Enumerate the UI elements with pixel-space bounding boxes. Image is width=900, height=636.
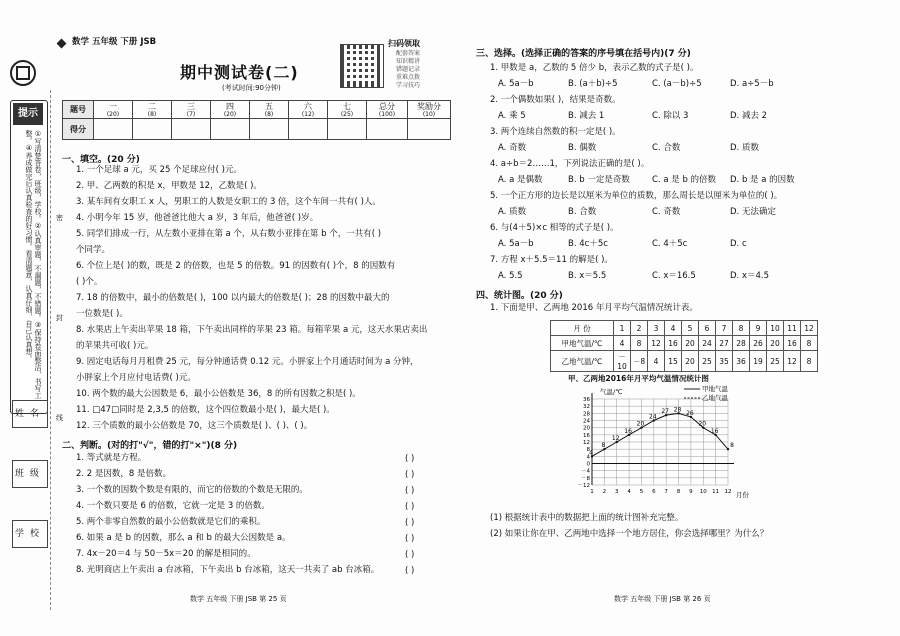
scan-item: 配套答案 xyxy=(396,50,421,57)
s2-answer-paren[interactable]: ( ) xyxy=(405,486,415,496)
score-cell[interactable] xyxy=(250,119,289,140)
score-col: 七 (25) xyxy=(328,101,367,119)
temp-month: 4 xyxy=(665,321,682,336)
series-marker-icon xyxy=(57,39,67,49)
temp-cell: 8 xyxy=(801,336,818,351)
temp-cell: 12 xyxy=(648,336,665,351)
temp-cell: 15 xyxy=(665,351,682,372)
s3-option[interactable]: A. 5.5 xyxy=(498,271,523,281)
temp-header-row xyxy=(551,321,818,336)
temp-cell: 20 xyxy=(767,336,784,351)
s3-option[interactable]: C. a 是 b 的倍数 xyxy=(652,175,717,185)
x-tick-label: 11 xyxy=(712,489,720,495)
temp-month: 10 xyxy=(767,321,784,336)
y-tick-label: 36 xyxy=(583,397,590,403)
s1-item: 的苹果共可收( )元。 xyxy=(76,341,154,351)
temp-cell: 26 xyxy=(750,336,767,351)
s3-option[interactable]: B. b 一定是奇数 xyxy=(568,175,630,185)
score-col: 总分 (100) xyxy=(367,101,408,119)
temp-header-label: 月 份 xyxy=(551,321,614,336)
s3-question: 2. 一个偶数如果( )，结果是奇数。 xyxy=(490,95,621,105)
s2-item: 4. 一个数只要是 6 的倍数，它就一定是 3 的倍数。 xyxy=(76,501,270,511)
s1-item: 1. 一个足球 a 元，买 25 个足球应付( )元。 xyxy=(76,165,242,175)
data-label: 16 xyxy=(710,427,719,435)
temp-cell: 24 xyxy=(699,336,716,351)
s2-answer-paren[interactable]: ( ) xyxy=(405,534,415,544)
s2-answer-paren[interactable]: ( ) xyxy=(405,470,415,480)
s3-question: 4. a÷b＝2……1，下列说法正确的是( )。 xyxy=(490,159,650,169)
s3-option[interactable]: C. (a－b)÷5 xyxy=(652,79,702,89)
score-cell[interactable] xyxy=(133,119,172,140)
temp-cell: －8 xyxy=(631,351,648,372)
x-tick-label: 12 xyxy=(724,489,732,495)
tip-text: ①写清楚答卷，班级，学校。②认真审题，不漏题，不错题。③保持卷面整洁，书写工整。④养成做完后认真检查的好习惯。看清题意，认真仔细，自己认真想。 xyxy=(25,130,42,399)
legend-label-b: 乙地气温 xyxy=(702,394,728,402)
score-input-row xyxy=(63,119,451,140)
s3-option[interactable]: C. x＝16.5 xyxy=(652,271,696,281)
temp-month: 12 xyxy=(801,321,818,336)
s2-answer-paren[interactable]: ( ) xyxy=(405,550,415,560)
name-label: 姓名 xyxy=(12,400,48,428)
fold-mark-3: 线 xyxy=(56,414,63,422)
y-tick-label: 32 xyxy=(583,404,590,411)
s1-item: 小胖家上个月应付电话费( )元。 xyxy=(76,373,196,383)
score-cell[interactable] xyxy=(94,119,133,140)
x-tick-label: 3 xyxy=(614,489,619,495)
temp-month: 5 xyxy=(682,321,699,336)
s1-item: 一位数是( )。 xyxy=(76,309,128,319)
score-col: 四 (20) xyxy=(211,101,250,119)
temp-month: 2 xyxy=(631,321,648,336)
s3-option[interactable]: B. (a＋b)÷5 xyxy=(568,79,618,89)
s3-option[interactable]: C. 除以 3 xyxy=(652,111,689,121)
s2-item: 6. 如果 a 是 b 的因数，那么 a 和 b 的最大公因数是 a。 xyxy=(76,533,291,543)
s2-item: 7. 4x－20＝4 与 50－5x＝20 的解是相同的。 xyxy=(76,549,256,559)
x-tick-label: 5 xyxy=(639,489,644,495)
y-tick-label: 20 xyxy=(583,425,590,432)
exam-title: 期中测试卷(二) xyxy=(180,63,299,82)
chart-title: 甲、乙两地2016年月平均气温情况统计图 xyxy=(568,374,709,383)
s3-option[interactable]: D. 质数 xyxy=(730,143,759,153)
score-col: 五 (8) xyxy=(250,101,289,119)
s1-item: 4. 小明今年 15 岁，他爸爸比他大 a 岁，3 年后，他爸爸( )岁。 xyxy=(76,213,319,223)
section1-title: 一、填空。(20 分) xyxy=(62,155,140,165)
x-tick-label: 7 xyxy=(664,489,668,495)
y-tick-label: －8 xyxy=(581,475,590,482)
s1-item: 8. 水果店上午卖出苹果 18 箱，下午卖出同样的苹果 23 箱。每箱苹果 a 元，这天水果店卖出 xyxy=(76,325,428,335)
temp-month: 8 xyxy=(733,321,750,336)
score-col: 一 (20) xyxy=(94,101,133,119)
s3-question: 3. 两个连续自然数的积一定是( )。 xyxy=(490,127,621,137)
s1-item: 7. 18 的倍数中，最小的倍数是( )，100 以内最大的倍数是( )；28 的因数中最大的 xyxy=(76,293,390,303)
temp-cell: 27 xyxy=(716,336,733,351)
s3-option[interactable]: D. b 是 a 的因数 xyxy=(730,175,795,185)
s2-item: 5. 两个非零自然数的最小公倍数就是它们的乘积。 xyxy=(76,517,266,527)
s3-option[interactable]: C. 4＋5c xyxy=(652,239,688,249)
section2-title: 二、判断。(对的打"√"，错的打"×")(8 分) xyxy=(62,441,238,451)
s1-item: 10. 两个数的最大公因数是 6，最小公倍数是 36，8 的所有因数之积是( )。 xyxy=(76,389,361,399)
y-tick-label: 24 xyxy=(583,418,590,425)
y-tick-label: 16 xyxy=(583,432,590,439)
chart-x-ticks xyxy=(590,489,731,495)
s2-item: 8. 光明商店上午卖出 a 台冰箱，下午卖出 b 台冰箱，这天一共卖了 ab 台冰箱。 xyxy=(76,565,380,575)
temp-cell: 36 xyxy=(733,351,750,372)
series-point xyxy=(727,448,729,450)
score-cell[interactable] xyxy=(408,119,451,140)
footer-right: 数学 五年级 下册 JSB 第 26 页 xyxy=(614,595,711,603)
s3-option[interactable]: C. 奇数 xyxy=(652,207,681,217)
footer-left: 数学 五年级 下册 JSB 第 25 页 xyxy=(190,595,287,603)
temp-cell: 25 xyxy=(767,351,784,372)
x-tick-label: 10 xyxy=(699,489,707,495)
temp-row-b xyxy=(551,351,818,372)
temperature-line-chart xyxy=(560,385,770,505)
x-tick-label: 2 xyxy=(602,489,607,495)
s3-option[interactable]: D. x＝4.5 xyxy=(730,271,769,281)
score-row-label: 题号 xyxy=(63,101,94,119)
data-label: 8 xyxy=(730,442,734,450)
school-label: 学校 xyxy=(12,520,48,548)
temp-month: 1 xyxy=(614,321,631,336)
section4-intro: 1. 下面是甲、乙两地 2016 年月平均气温情况统计表。 xyxy=(490,303,698,313)
s3-option[interactable]: A. 5a－b xyxy=(498,79,534,89)
score-cell[interactable] xyxy=(367,119,408,140)
x-tick-label: 9 xyxy=(689,489,693,495)
s3-option[interactable]: B. 偶数 xyxy=(568,143,597,153)
temperature-table xyxy=(550,320,818,372)
temp-cell: 4 xyxy=(614,336,631,351)
s3-option[interactable]: B. x＝5.5 xyxy=(568,271,607,281)
x-tick-label: 1 xyxy=(590,489,594,495)
s3-question: 6. 与(4＋5)×c 相等的式子是( )。 xyxy=(490,223,619,233)
fold-mark-2: 封 xyxy=(56,314,63,322)
s3-option[interactable]: A. 5a－b xyxy=(498,239,534,249)
temp-cell: 4 xyxy=(648,351,665,372)
scan-item: 学习技巧 xyxy=(396,82,421,89)
scan-item: 重难点拨 xyxy=(396,74,421,81)
temp-cell: 16 xyxy=(784,336,801,351)
s1-item: 12. 三个质数的最小公倍数是 70，这三个质数是( )、( )、( )。 xyxy=(76,421,313,431)
temp-month: 3 xyxy=(648,321,665,336)
s2-item: 1. 等式就是方程。 xyxy=(76,453,147,463)
scan-item: 错题记录 xyxy=(396,66,421,73)
y-tick-label: 4 xyxy=(586,454,590,461)
temp-cell: 8 xyxy=(631,336,648,351)
s3-option[interactable]: A. a 是偶数 xyxy=(498,175,543,185)
section4-q2: (2) 如果让你在甲、乙两地中选择一个地方居住，你会选择哪里？为什么？ xyxy=(490,529,769,539)
y-tick-label: 12 xyxy=(583,440,590,446)
legend-label-a: 甲地气温 xyxy=(702,385,728,393)
s2-item: 2. 2 是因数，8 是倍数。 xyxy=(76,469,172,479)
class-label: 班级 xyxy=(12,460,48,488)
score-row-label: 得分 xyxy=(63,119,94,140)
score-table xyxy=(62,100,451,140)
data-label: 8 xyxy=(601,442,606,450)
s2-answer-paren[interactable]: ( ) xyxy=(405,502,415,512)
s3-question: 5. 一个正方形的边长是以厘米为单位的质数，那么周长是以厘米为单位的( )。 xyxy=(490,191,783,201)
data-label: 20 xyxy=(698,420,707,428)
s2-answer-paren[interactable]: ( ) xyxy=(405,454,415,464)
s3-option[interactable]: D. 减去 2 xyxy=(730,111,768,121)
s2-answer-paren[interactable]: ( ) xyxy=(405,518,415,528)
y-tick-label: －4 xyxy=(581,468,590,475)
temp-month: 6 xyxy=(699,321,716,336)
series-label: 数学 五年级 下册 JSB xyxy=(72,37,157,47)
y-tick-label: 28 xyxy=(583,411,590,418)
data-label: 20 xyxy=(636,420,645,428)
exam-time-note: (考试时间:90分钟) xyxy=(222,84,281,92)
s1-item: 5. 同学们排成一行，从左数小亚排在第 a 个，从右数小亚排在第 b 个，一共有( ) xyxy=(76,229,382,239)
temp-cell: 20 xyxy=(682,336,699,351)
scan-items xyxy=(396,50,420,90)
fold-line xyxy=(50,90,51,610)
s1-item: 3. 某车间有女职工 x 人，男职工的人数是女职工的 3 倍，这个车间一共有( )人。 xyxy=(76,197,381,207)
data-label: 16 xyxy=(624,427,632,435)
data-label: 28 xyxy=(673,406,682,414)
section4-q1: (1) 根据统计表中的数据把上面的统计图补充完整。 xyxy=(490,513,684,523)
section3-title: 三、选择。(选择正确的答案的序号填在括号内)(7 分) xyxy=(476,49,691,59)
s3-option[interactable]: A. 质数 xyxy=(498,207,527,217)
score-cell[interactable] xyxy=(328,119,367,140)
section4-title: 四、统计图。(20 分) xyxy=(476,291,563,301)
s2-answer-paren[interactable]: ( ) xyxy=(405,566,415,576)
score-header-row xyxy=(63,101,451,119)
chart-y-ticks xyxy=(578,397,591,489)
temp-cell: 25 xyxy=(699,351,716,372)
temp-row-label: 乙地气温/℃ xyxy=(551,351,614,372)
temp-cell: 35 xyxy=(716,351,733,372)
data-label: 4 xyxy=(589,449,593,457)
temp-row-a xyxy=(551,336,818,351)
s3-option[interactable]: B. 合数 xyxy=(568,207,597,217)
publisher-logo-inner xyxy=(16,66,30,80)
s3-option[interactable]: B. 减去 1 xyxy=(568,111,605,121)
scan-title: 扫码领取 xyxy=(388,39,420,48)
tip-title: 提示 xyxy=(13,103,43,125)
y-tick-label: 8 xyxy=(586,447,590,454)
s3-option[interactable]: D. c xyxy=(730,239,747,249)
s3-question: 1. 甲数是 a，乙数的 5 倍少 b，表示乙数的式子是( )。 xyxy=(490,63,699,73)
chart-x-label: 月份 xyxy=(736,491,749,499)
s3-option[interactable]: A. 乘 5 xyxy=(498,111,526,121)
s1-item: 11. □47□同时是 2,3,5 的倍数，这个四位数最小是( )，最大是( )。 xyxy=(76,405,335,415)
scan-item: 知识精讲 xyxy=(396,58,421,65)
temp-cell: 16 xyxy=(665,336,682,351)
temp-cell: －10 xyxy=(614,351,631,372)
temp-row-label: 甲地气温/℃ xyxy=(551,336,614,351)
score-col: 三 (7) xyxy=(172,101,211,119)
temp-month: 7 xyxy=(716,321,733,336)
temp-cell: 20 xyxy=(682,351,699,372)
x-tick-label: 6 xyxy=(652,489,656,495)
chart-y-label: 气温/℃ xyxy=(600,388,623,396)
data-label: 12 xyxy=(611,435,620,442)
temp-month: 11 xyxy=(784,321,801,336)
s2-item: 3. 一个数的因数个数是有限的，而它的倍数的个数是无限的。 xyxy=(76,485,308,495)
temp-cell: 12 xyxy=(784,351,801,372)
s1-item: 2. 甲、乙两数的积是 x，甲数是 12，乙数是( )。 xyxy=(76,181,262,191)
s1-item: 9. 固定电话每月月租费 25 元，每分钟通话费 0.12 元。小胖家上个月通话时间为 a 分钟， xyxy=(76,357,419,367)
temp-month: 9 xyxy=(750,321,767,336)
temp-cell: 19 xyxy=(750,351,767,372)
s3-question: 7. 方程 x＋5.5＝11 的解是( )。 xyxy=(490,255,613,265)
data-label: 26 xyxy=(686,409,694,417)
s1-item: 个同学。 xyxy=(76,245,111,255)
score-cell[interactable] xyxy=(211,119,250,140)
score-col: 六 (12) xyxy=(289,101,328,119)
s1-item: 6. 个位上是( )的数，既是 2 的倍数，也是 5 的倍数。91 的因数有( )个，8 的因数有 xyxy=(76,261,396,271)
data-label: 24 xyxy=(648,413,657,421)
score-cell[interactable] xyxy=(289,119,328,140)
x-tick-label: 4 xyxy=(627,489,631,495)
s3-option[interactable]: D. a÷5－b xyxy=(730,79,774,89)
s3-option[interactable]: D. 无法确定 xyxy=(730,207,776,217)
s3-option[interactable]: A. 奇数 xyxy=(498,143,527,153)
y-tick-label: 0 xyxy=(586,461,590,468)
temp-cell: 28 xyxy=(733,336,750,351)
fold-mark-1: 密 xyxy=(56,214,63,222)
score-col: 二 (8) xyxy=(133,101,172,119)
s3-option[interactable]: C. 合数 xyxy=(652,143,681,153)
s3-option[interactable]: B. 4c＋5c xyxy=(568,239,608,249)
score-col: 奖励分 (10) xyxy=(408,101,451,119)
chart-series xyxy=(586,406,734,457)
s1-item: ( )个。 xyxy=(76,277,103,287)
temp-cell: 8 xyxy=(801,351,818,372)
qr-code-pattern xyxy=(345,49,377,81)
score-cell[interactable] xyxy=(172,119,211,140)
y-tick-label: －12 xyxy=(577,483,590,489)
data-label: 27 xyxy=(661,408,670,416)
x-tick-label: 8 xyxy=(676,489,681,495)
